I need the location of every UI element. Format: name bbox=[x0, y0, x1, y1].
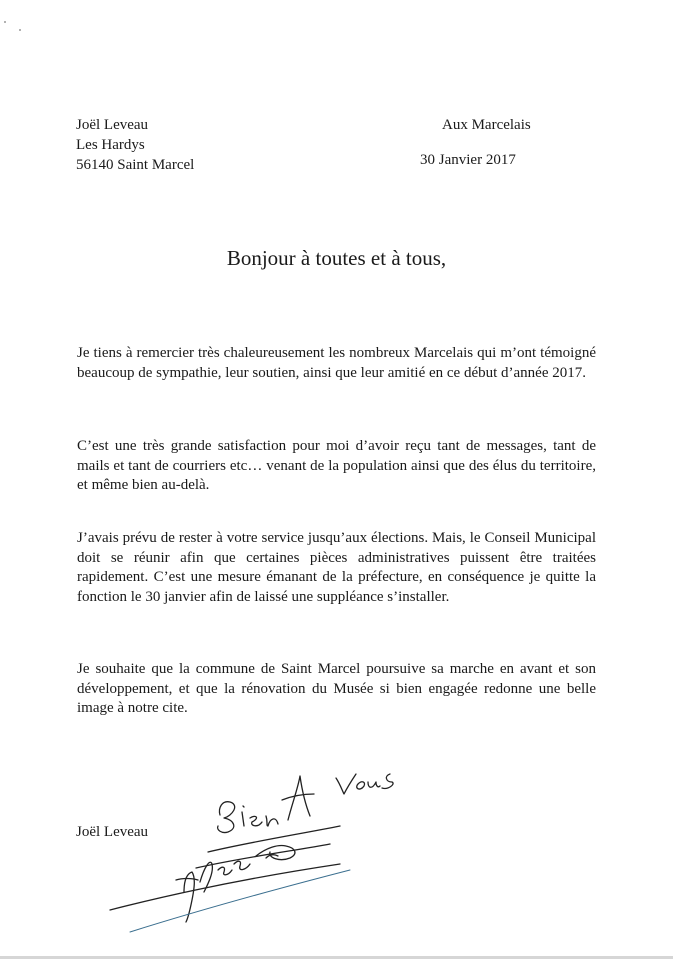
paragraph-satisfaction: C’est une très grande satisfaction pour moi d’avoir reçu tant de messages, tant de mails et tant de courriers etc… venant de la population ainsi que des élus du territoire, et même bien au-delà. bbox=[77, 438, 596, 493]
scan-speck bbox=[19, 29, 21, 31]
paragraph-thanks: Je tiens à remercier très chaleureusement les nombreux Marcelais qui m’ont témoigné beaucoup de sympathie, leur soutien, ainsi que leur amitié en ce début d’année 2017. bbox=[77, 345, 596, 381]
sender-address bbox=[76, 115, 194, 175]
scan-speck bbox=[4, 21, 6, 23]
letter-date: 30 Janvier 2017 bbox=[420, 152, 516, 168]
paragraph-resignation: J’avais prévu de rester à votre service jusqu’aux élections. Mais, le Conseil Municipal doit se réunir afin que certaines pièces administratives puissent être traitées rapidement. C’est une mesure émanant de la préfecture, en conséquence je quitte la fonction le 30 janvier afin de laissé une suppléance s’installer. bbox=[77, 530, 596, 605]
sender-city: 56140 Saint Marcel bbox=[76, 157, 195, 173]
paragraph-wishes: Je souhaite que la commune de Saint Marcel poursuive sa marche en avant et son développement, et que la rénovation du Musée si bien engagée redonne une belle image à notre cite. bbox=[77, 661, 596, 716]
recipient-line: Aux Marcelais bbox=[442, 117, 531, 133]
handwritten-signature bbox=[100, 760, 420, 950]
greeting: Bonjour à toutes et à tous, bbox=[226, 246, 447, 270]
sender-name: Joël Leveau bbox=[76, 117, 149, 133]
signature-drawing bbox=[100, 760, 420, 950]
closing-name: Joël Leveau bbox=[76, 824, 149, 840]
sender-street: Les Hardys bbox=[76, 137, 145, 153]
